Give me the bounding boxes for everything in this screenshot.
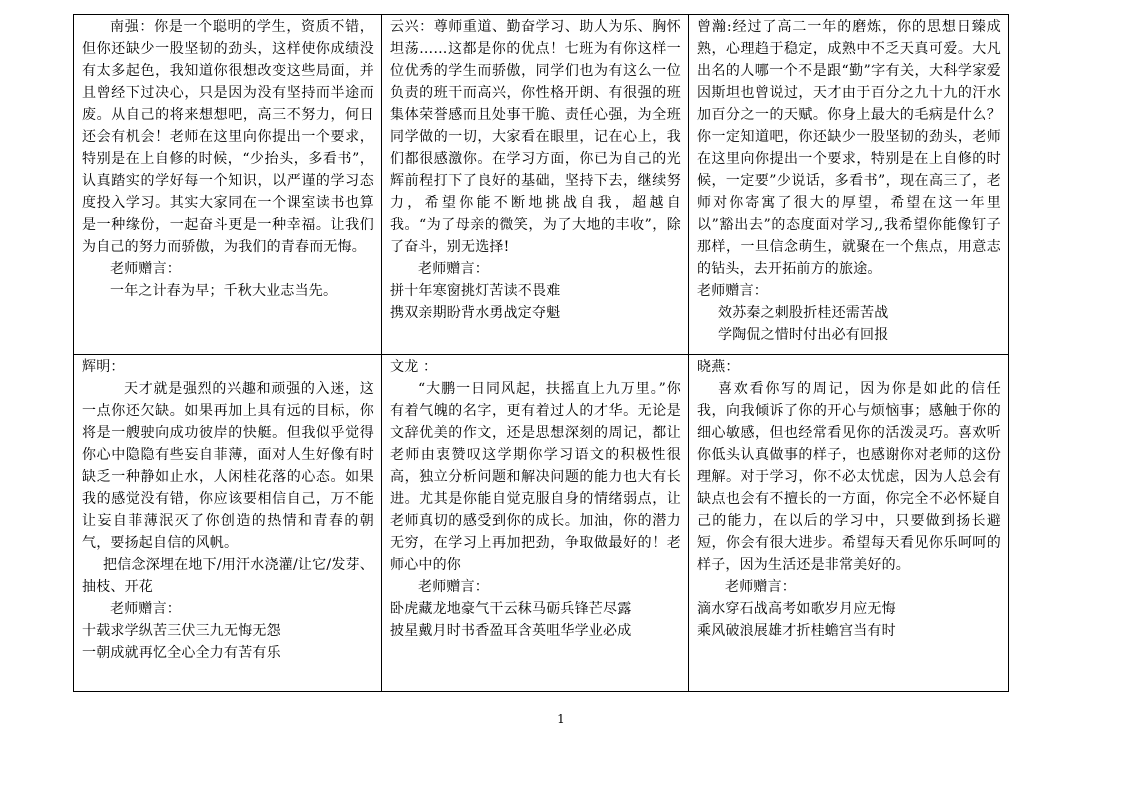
- table-row: [74, 355, 1009, 692]
- gift-line: 携双亲期盼背水勇战定夺魁: [390, 305, 561, 321]
- gift-line: 滴水穿石战高考如歌岁月应无悔: [697, 601, 896, 617]
- comment-poem: 把信念深埋在地下/用汗水浇灌/让它/发芽、抽枝、开花: [82, 557, 374, 595]
- gift-line: 卧虎藏龙地豪气干云秣马砺兵锋芒尽露: [390, 601, 632, 617]
- gift-label: 老师赠言：: [725, 579, 796, 595]
- comment-cell-zenghan: [689, 15, 1009, 355]
- student-name: 文龙 ：: [390, 359, 438, 375]
- gift-label: 老师赠言：: [418, 261, 489, 277]
- comment-body: “大鹏一日同风起，扶摇直上九万里。”你有着气魄的名字，更有着过人的才华。无论是文辞优美的作文，还是思想深刻的周记，都让老师由衷赞叹这学期你学习语文的积极性很高，独立分析问题和解决问题的能力也大有长进。尤其是你能自觉克服自身的情绪弱点，让老师真切的感受到你的成长。加油，你的潜力无穷，在学习上再加把劲，争取做最好的！老师心中的你: [390, 381, 681, 573]
- comment-cell-huiming: [74, 355, 382, 692]
- gift-label: 老师赠言：: [110, 261, 181, 277]
- comment-body: 云兴：尊师重道、勤奋学习、助人为乐、胸怀坦荡……这都是你的优点！七班为有你这样一位优秀的学生而骄傲，同学们也为有这么一位负责的班干而高兴，你性格开朗、有很强的班集体荣誉感而且处事干脆、责任心强，为全班同学做的一切，大家看在眼里，记在心上，我们都很感激你。在学习方面，你已为自己的光辉前程打下了良好的基础，坚持下去，继续努力，希望你能不断地挑战自我，超越自我。“为了母亲的微笑，为了大地的丰收”，除了奋斗，别无选择!: [390, 19, 681, 255]
- comment-body: 南强：你是一个聪明的学生，资质不错，但你还缺少一股坚韧的劲头，这样使你成绩没有太多起色，我知道你很想改变这些局面，并且曾经下过决心，只是因为没有坚持而半途而废。从自己的将来想想吧，高三不努力，何日还会有机会！老师在这里向你提出一个要求，特别是在上自修的时候，“少抬头，多看书”，认真踏实的学好每一个知识，以严谨的学习态度投入学习。其实大家同在一个课室读书也算是一种缘份，一起奋斗更是一种幸福。让我们为自己的努力而骄傲，为我们的青春而无悔。: [82, 19, 374, 255]
- gift-line: 效苏秦之刺股折桂还需苦战: [718, 305, 889, 321]
- comment-cell-yunxing: [382, 15, 689, 355]
- comments-table: [73, 14, 1009, 692]
- student-name: 晓燕：: [697, 359, 740, 375]
- gift-line: 拼十年寒窗挑灯苦读不畏难: [390, 283, 561, 299]
- gift-label: 老师赠言：: [418, 579, 489, 595]
- gift-line: 一年之计春为早；千秋大业志当先。: [110, 283, 338, 299]
- comment-body: 曾瀚:经过了高二一年的磨炼，你的思想日臻成熟，心理趋于稳定，成熟中不乏天真可爱。大凡出名的人哪一个不是跟“勤”字有关，大科学家爱因斯坦也曾说过，天才由于百分之九十九的汗水加百分之一的天赋。你身上最大的毛病是什么？你一定知道吧，你还缺少一股坚韧的劲头，老师在这里向你提出一个要求，特别是在上自修的时候，一定要”少说话，多看书”，现在高三了，老师对你寄寓了很大的厚望，希望在这一年里以”豁出去”的态度面对学习,,我希望你能像钉子那样，一旦信念萌生，就聚在一个焦点，用意志的钻头，去开拓前方的旅途。: [697, 19, 1001, 277]
- gift-line: 乘风破浪展雄才折桂蟾宫当有时: [697, 623, 896, 639]
- page-number: 1: [557, 712, 565, 726]
- comment-cell-xiaoyan: [689, 355, 1009, 692]
- comment-body: 喜欢看你写的周记，因为你是如此的信任我，向我倾诉了你的开心与烦恼事；感触于你的细心敏感，但也经常看见你的活泼灵巧。喜欢听你低头认真做事的样子，也感谢你对老师的这份理解。对于学习，你不必太忧虑，因为人总会有缺点也会有不擅长的一方面，你完全不必怀疑自己的能力，在以后的学习中，只要做到扬长避短，你会有很大进步。希望每天看见你乐呵呵的样子，因为生活还是非常美好的。: [697, 381, 1001, 573]
- gift-label: 老师赠言：: [110, 601, 181, 617]
- gift-line: 披星戴月时书香盈耳含英咀华学业必成: [390, 623, 632, 639]
- comment-cell-nanqiang: [74, 15, 382, 355]
- student-name: 辉明：: [82, 359, 125, 375]
- gift-label: 老师赠言：: [697, 283, 768, 299]
- comment-cell-wenlong: [382, 355, 689, 692]
- gift-line: 学陶侃之惜时付出必有回报: [718, 327, 889, 343]
- comment-body: 天才就是强烈的兴趣和顽强的入迷，这一点你还欠缺。如果再加上具有远的目标，你将是一艘驶向成功彼岸的快艇。但我似乎觉得你心中隐隐有些妄自菲薄，面对人生好像有时缺乏一种静如止水，人闲桂花落的心态。如果我的感觉没有错，你应该要相信自己，万不能让妄自菲薄泯灭了你创造的热情和青春的朝气，要扬起自信的风帆。: [82, 381, 374, 551]
- gift-line: 一朝成就再忆全心全力有苦有乐: [82, 645, 281, 661]
- gift-line: 十载求学纵苦三伏三九无悔无怨: [82, 623, 281, 639]
- table-row: [74, 15, 1009, 355]
